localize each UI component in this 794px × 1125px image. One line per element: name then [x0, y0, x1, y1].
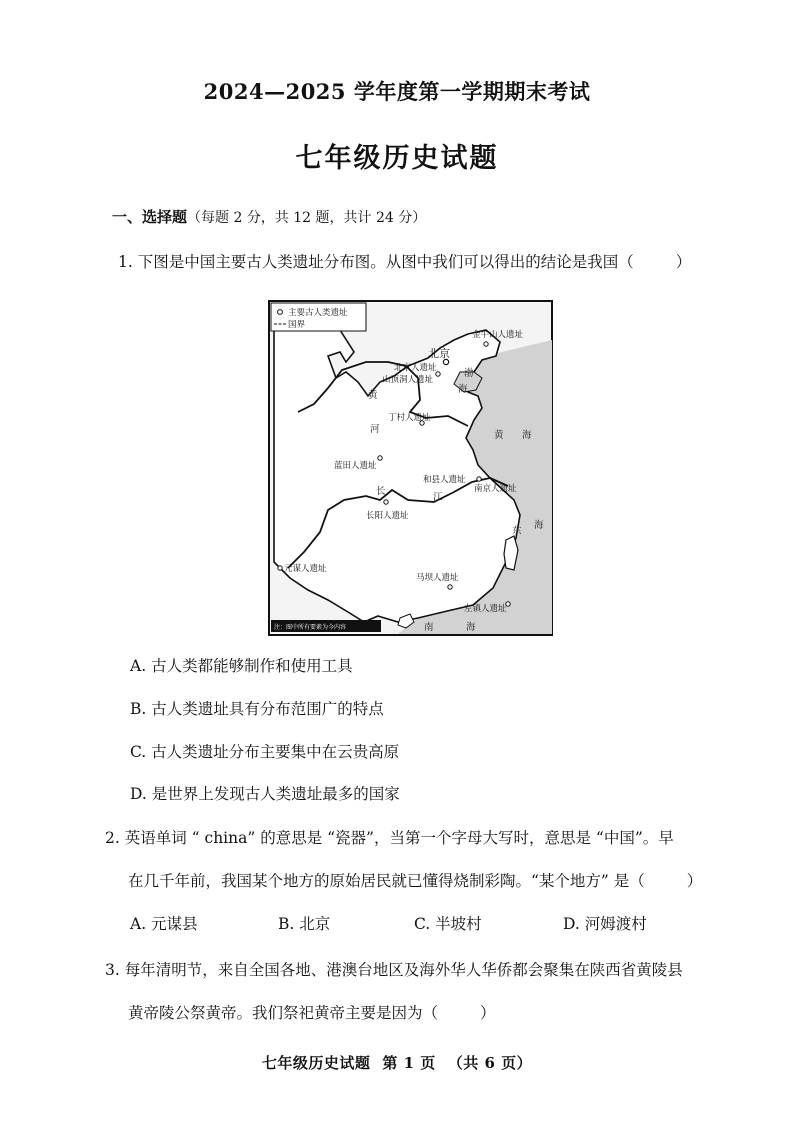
option-text: 古人类遗址分布主要集中在云贵高原 [151, 743, 400, 761]
question-number: 1. [118, 253, 133, 271]
site-marker [484, 342, 488, 346]
subject-title: 七年级历史试题 [295, 143, 499, 174]
question-1 [118, 250, 691, 272]
question-close: ） [480, 1004, 496, 1022]
option-text: 古人类遗址具有分布范围广的特点 [151, 700, 384, 718]
option-letter: C. [130, 743, 147, 761]
sea-label: 海 [466, 622, 476, 633]
legend-site-label: 主要古人类遗址 [288, 308, 348, 318]
question-number: 3. [105, 961, 120, 979]
q2-option-a [130, 912, 198, 934]
site-label: 和县人遗址 [423, 475, 466, 485]
sea-label: 东 [512, 526, 522, 537]
site-label: 元谋人遗址 [284, 564, 327, 574]
sea-label: 海 [458, 384, 468, 395]
option-text: 古人类都能够制作和使用工具 [151, 657, 353, 675]
question-text: 每年清明节，来自全国各地、港澳台地区及海外华人华侨都会聚集在陕西省黄陵县 [124, 961, 683, 979]
ancient-sites-map [268, 300, 553, 636]
sea-label: 海 [522, 430, 532, 441]
option-letter: B. [130, 700, 147, 718]
question-close: ） [686, 872, 703, 890]
question-text: 黄帝陵公祭黄帝。我们祭祀黄帝主要是因为（ [128, 1004, 439, 1022]
river-label: 黄 [368, 390, 378, 401]
option-letter: A. [130, 657, 147, 675]
beijing-label: 北京 [428, 347, 450, 360]
map-note: 注：图中所有要素为今内容 [274, 624, 347, 631]
option-letter: C. [414, 915, 431, 933]
q2-option-b [278, 912, 330, 934]
option-b [130, 697, 384, 719]
footer-page: 第 1 页 [382, 1054, 436, 1072]
option-text: 元谋县 [151, 915, 198, 933]
option-text: 河姆渡村 [584, 915, 647, 933]
site-marker [384, 500, 388, 504]
option-c [130, 740, 399, 762]
river-label: 河 [370, 424, 380, 435]
site-label: 南京人遗址 [474, 484, 517, 494]
question-3-line2 [128, 1001, 496, 1023]
site-label: 马坝人遗址 [416, 573, 459, 583]
option-letter: A. [130, 915, 147, 933]
q2-option-d [563, 912, 647, 934]
page-footer [0, 1052, 794, 1073]
site-label: 蓝田人遗址 [334, 461, 377, 471]
question-2-line1 [105, 826, 674, 848]
question-text: 下图是中国主要古人类遗址分布图。从图中我们可以得出的结论是我国（ [137, 253, 634, 271]
sea-label: 黄 [494, 430, 504, 441]
footer-total: （共 6 页） [447, 1054, 533, 1072]
question-close: ） [675, 253, 692, 271]
sea-label: 南 [424, 622, 434, 633]
sea-label: 海 [534, 520, 544, 531]
option-d [130, 782, 400, 804]
sea-label: 渤 [464, 368, 474, 379]
site-marker [278, 566, 282, 570]
section-title: 一、选择题 [112, 208, 188, 226]
site-label: 北京人遗址 [394, 363, 437, 373]
option-a [130, 654, 353, 676]
option-letter: D. [563, 915, 580, 933]
question-text: 在几千年前，我国某个地方的原始居民就已懂得烧制彩陶。“某个地方” 是（ [128, 872, 645, 890]
q2-option-c [414, 912, 482, 934]
river-label: 长 [376, 486, 386, 497]
site-marker [448, 585, 452, 589]
footer-subject: 七年级历史试题 [261, 1054, 371, 1072]
site-label: 金牛山人遗址 [472, 330, 524, 340]
site-label: 左镇人遗址 [464, 604, 507, 614]
river-label: 江 [433, 492, 443, 503]
section-heading [112, 206, 426, 227]
site-label: 丁村人遗址 [388, 413, 431, 423]
option-letter: B. [278, 915, 295, 933]
question-number: 2. [105, 829, 120, 847]
option-text: 半坡村 [435, 915, 482, 933]
option-text: 北京 [299, 915, 331, 933]
site-marker [378, 456, 382, 460]
option-letter: D. [130, 785, 147, 803]
section-note: （每题 2 分，共 12 题，共计 24 分） [187, 210, 427, 226]
site-marker [477, 477, 481, 481]
legend-border-label: 国界 [288, 320, 306, 330]
exam-title: 2024—2025 学年度第一学期期末考试 [203, 79, 591, 104]
question-text: 英语单词 “ china” 的意思是 “瓷器”，当第一个字母大写时，意思是 “中国”。早 [124, 829, 674, 847]
site-label: 长阳人遗址 [366, 511, 409, 521]
site-label: 山顶洞人遗址 [382, 375, 434, 385]
question-2-line2 [128, 869, 702, 891]
question-3-line1 [105, 958, 683, 980]
option-text: 是世界上发现古人类遗址最多的国家 [151, 785, 400, 803]
